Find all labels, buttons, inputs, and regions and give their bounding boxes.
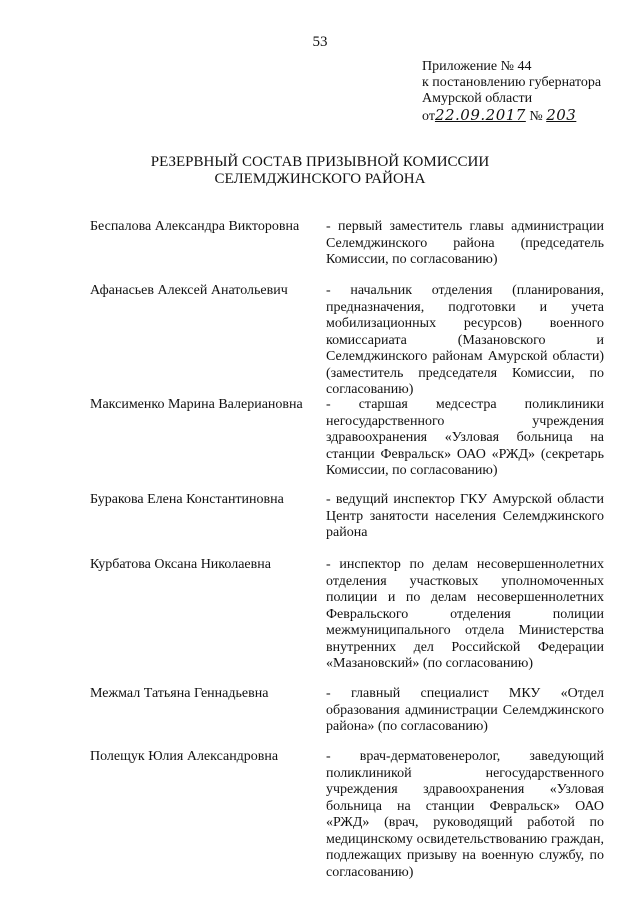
member-role: - ведущий инспектор ГКУ Амурской области Центр занятости населения Селемджинского района [326,492,604,540]
number-label: № [529,109,543,124]
member-name: Буракова Елена Константиновна [90,492,284,507]
member-name: Беспалова Александра Викторовна [90,219,300,234]
member-role: - первый заместитель главы администрации Селемджинского района (председатель Комиссии, по согласованию) [326,219,604,267]
title-line-2: СЕЛЕМДЖИНСКОГО РАЙОНА [214,171,426,187]
appendix-date-line [422,107,632,125]
member-role: - главный специалист МКУ «Отдел образования администрации Селемджинского района» (по согласованию) [326,686,604,734]
appendix-line-3: Амурской области [422,91,533,106]
member-name: Афанасьев Алексей Анатольевич [90,283,288,298]
appendix-line-1: Приложение № 44 [422,59,532,74]
handwritten-number: 203 [546,106,577,124]
document-title [0,154,640,188]
member-role: - старшая медсестра поликлиники негосударственного учреждения здравоохранения «Узловая больница на станции Февральск» ОАО «РЖД» (секретарь Комиссии, по согласованию) [326,397,604,478]
member-name: Полещук Юлия Александровна [90,749,279,764]
member-name: Максименко Марина Валериановна [90,397,303,412]
date-prefix: от [422,109,435,124]
member-role: - врач-дерматовенеролог, заведующий поликлиникой негосударственного учреждения здравоохранения «Узловая больница на станции Февральск» ОАО «РЖД» (врач, руководящий работой по медицинскому освидетельствованию граждан, подлежащих призыву на военную службу, по согласованию) [326,749,604,880]
member-role: - начальник отделения (планирования, предназначения, подготовки и учета мобилизационных ресурсов) военного комиссариата (Мазановского и Селемджинского районам Амурской области) (заместитель председателя Комиссии, по согласованию) [326,283,604,397]
page-number: 53 [312,34,328,50]
member-name: Межмал Татьяна Геннадьевна [90,686,269,701]
appendix-header [422,59,632,125]
member-name: Курбатова Оксана Николаевна [90,557,271,572]
appendix-line-2: к постановлению губернатора [422,75,602,90]
handwritten-date: 22.09.2017 [434,106,526,124]
title-line-1: РЕЗЕРВНЫЙ СОСТАВ ПРИЗЫВНОЙ КОМИССИИ [150,154,490,170]
member-role: - инспектор по делам несовершеннолетних отделения участковых уполномоченных полиции и по делам несовершеннолетних Февральского отделения полиции межмуниципального отдела Министерства внутренних дел Российской Федерации «Мазановский» (по согласованию) [326,557,604,671]
